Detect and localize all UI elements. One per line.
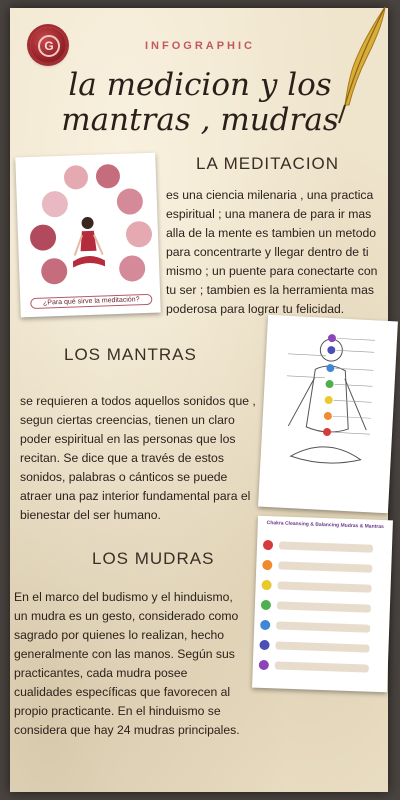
mudras-chart-image bbox=[252, 516, 393, 693]
section-body-mudras: En el marco del budismo y el hinduismo, un mudra es un gesto, considerado como sagrado por quienes lo realizan, hecho generalmente con las manos. Según sus practicantes, cada mudra posee cualidades específicas que favorecen al propio practicante. En el hinduismo se considera que hay 24 mudras principales. bbox=[14, 590, 240, 737]
page-title: la medicion y los mantras , mudras bbox=[61, 67, 339, 138]
chakra-body-diagram bbox=[258, 315, 398, 514]
seated-figure-icon bbox=[258, 315, 398, 514]
chakra-row bbox=[259, 656, 370, 678]
meditation-caption: ¿Para qué sirve la meditación? bbox=[30, 294, 152, 309]
wax-seal bbox=[30, 27, 66, 63]
section-body-mantras: se requieren a todos aquellos sonidos que , segun ciertas creencias, tienen un claro poder espiritual en las personas que los recitan. Se dice que a través de estos sonidos, palabras o cánticos se puede atraer una paz interior fundamental para el bienestar del ser humano. bbox=[20, 394, 256, 522]
section-body-meditacion: es una ciencia milenaria , una practica espiritual ; una manera de para ir mas alla de la mente es tambien un metodo para concentrarte y llegar dentro de ti mismo ; un puente para conectarte con tu ser ; tambien es la herramienta mas poderosa para lograr tu felicidad. bbox=[166, 188, 378, 316]
meditating-figure-icon bbox=[69, 214, 107, 275]
chakra-row bbox=[260, 616, 371, 638]
infographic-kicker: INFOGRAPHIC bbox=[145, 40, 255, 52]
chakra-row bbox=[263, 536, 374, 558]
chakra-row bbox=[261, 596, 372, 618]
chakra-row bbox=[261, 576, 372, 598]
section-heading-mudras: LOS MUDRAS bbox=[92, 549, 215, 568]
section-heading-meditacion: LA MEDITACION bbox=[196, 154, 340, 173]
mudras-chart-title: Chakra Cleansing & Balancing Mudras & Mantras bbox=[266, 520, 384, 531]
meditation-image bbox=[15, 153, 160, 318]
chakra-row bbox=[259, 636, 370, 658]
chakra-row bbox=[262, 556, 373, 578]
seal-letter-icon: G bbox=[38, 35, 60, 57]
section-heading-mantras: LOS MANTRAS bbox=[64, 345, 197, 364]
